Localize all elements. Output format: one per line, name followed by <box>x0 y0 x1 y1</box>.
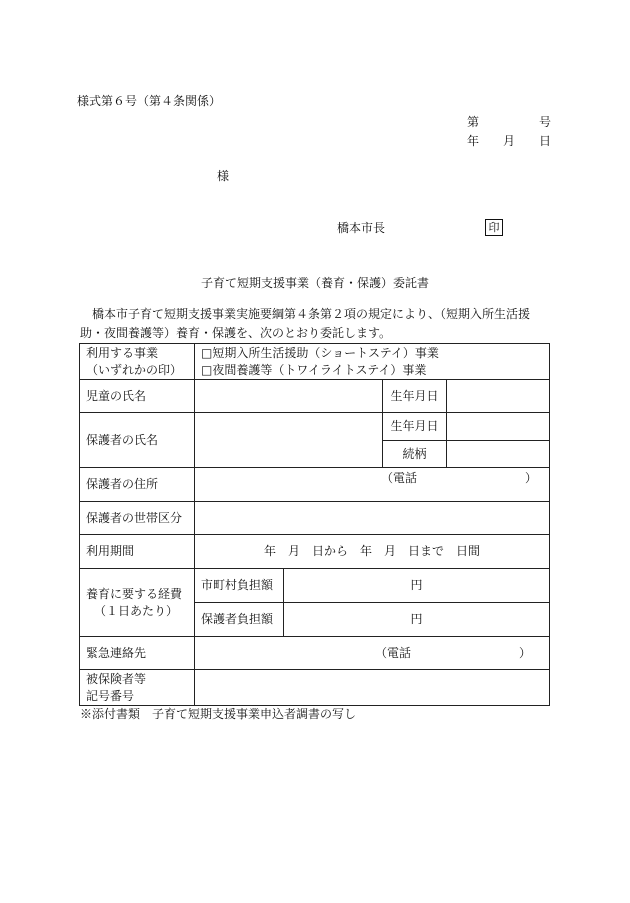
row-child-name <box>80 380 550 413</box>
service-label: 利用する事業 <box>86 346 159 361</box>
form-number: 様式第６号（第４条関係） <box>77 94 222 108</box>
row-guardian-address <box>80 468 550 502</box>
municipal-share-label: 市町村負担額 <box>195 569 284 603</box>
child-birthdate-label: 生年月日 <box>383 380 447 413</box>
intro-paragraph: 橋本市子育て短期支援事業実施要綱第４条第２項の規定により、（短期入所生活援助・夜間養護等）養育・保護を、次のとおり委託します。 <box>80 307 531 340</box>
issuer-name: 橋本市長 <box>337 221 386 235</box>
document-title: 子育て短期支援事業（養育・保護）委託書 <box>200 276 429 290</box>
guardian-name-label: 保護者の氏名 <box>80 413 195 468</box>
row-period <box>80 535 550 569</box>
service-option-twilight-stay[interactable]: □夜間養護等（トワイライトステイ）事業 <box>201 362 427 377</box>
guardian-address-label: 保護者の住所 <box>80 468 195 502</box>
document-number: 第 号 <box>466 115 551 129</box>
emergency-contact-field[interactable] <box>195 637 550 670</box>
guardian-share-label: 保護者負担額 <box>195 603 284 637</box>
row-insured <box>80 670 550 706</box>
insured-label: 被保険者等 <box>86 672 147 687</box>
row-service <box>80 344 550 380</box>
household-field[interactable] <box>195 502 550 535</box>
seal-mark: 印 <box>485 219 503 236</box>
guardian-birthdate-label: 生年月日 <box>383 413 447 441</box>
expense-label-note: （１日あたり） <box>94 603 179 618</box>
document-date: 年 月 日 <box>466 134 551 148</box>
insured-number-field[interactable] <box>195 670 550 706</box>
addressee-suffix: 様 <box>217 169 230 183</box>
row-emergency <box>80 637 550 670</box>
guardian-address-field[interactable] <box>195 468 550 502</box>
row-municipal-share <box>80 569 550 603</box>
guardian-share-field[interactable]: 円 <box>284 603 550 637</box>
relationship-field[interactable] <box>447 441 550 468</box>
insured-label-cell <box>80 670 195 706</box>
row-guardian-birthdate <box>80 413 550 441</box>
expense-label: 養育に要する経費 <box>86 587 183 602</box>
attachment-footnote: ※添付書類 子育て短期支援事業申込者調書の写し <box>80 707 357 721</box>
emergency-phone-text: （電話 ） <box>375 645 532 660</box>
guardian-phone-text: （電話 ） <box>381 471 538 485</box>
consignment-form-table <box>79 343 550 706</box>
emergency-contact-label: 緊急連絡先 <box>80 637 195 670</box>
guardian-birthdate-field[interactable] <box>447 413 550 441</box>
expense-label-cell <box>80 569 195 637</box>
guardian-name-field[interactable] <box>195 413 383 468</box>
service-option-short-stay[interactable]: □短期入所生活援助（ショートステイ）事業 <box>201 346 439 361</box>
service-options-cell <box>195 344 550 380</box>
service-label-cell <box>80 344 195 380</box>
household-label: 保護者の世帯区分 <box>80 502 195 535</box>
municipal-share-field[interactable]: 円 <box>284 569 550 603</box>
child-birthdate-field[interactable] <box>447 380 550 413</box>
insured-label-note: 記号番号 <box>86 688 135 703</box>
period-label: 利用期間 <box>80 535 195 569</box>
row-household <box>80 502 550 535</box>
child-name-label: 児童の氏名 <box>80 380 195 413</box>
child-name-field[interactable] <box>195 380 383 413</box>
relationship-label: 続柄 <box>383 441 447 468</box>
service-label-note: （いずれかの印） <box>86 362 183 377</box>
period-field[interactable]: 年 月 日から 年 月 日まで 日間 <box>195 535 550 569</box>
